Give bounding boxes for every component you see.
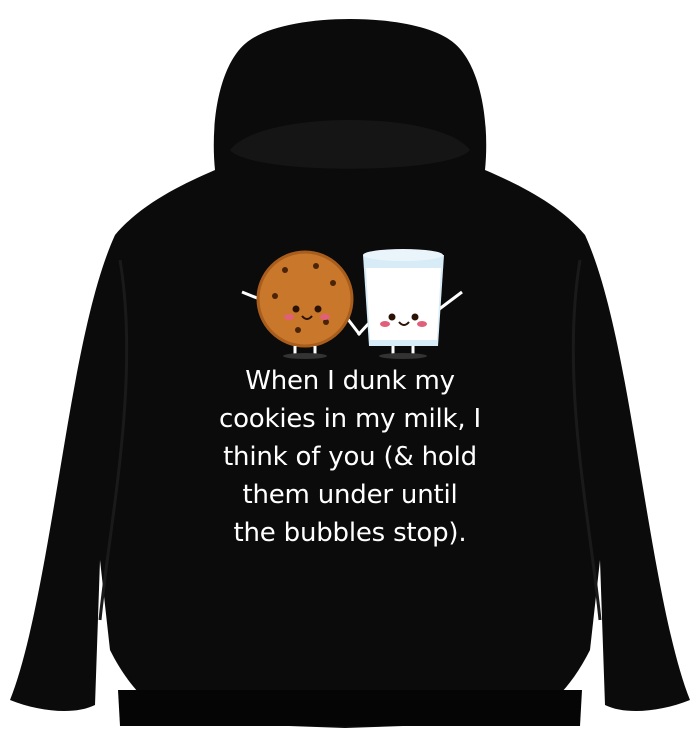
print-line-5: the bubbles stop). bbox=[233, 518, 467, 548]
print-line-2: cookies in my milk, I bbox=[219, 404, 481, 434]
print-line-1: When I dunk my bbox=[245, 366, 455, 396]
hoodie-print-text bbox=[180, 362, 520, 552]
print-line-3: think of you (& hold bbox=[223, 442, 477, 472]
waistband bbox=[118, 690, 582, 726]
print-line-4: them under until bbox=[242, 480, 458, 510]
